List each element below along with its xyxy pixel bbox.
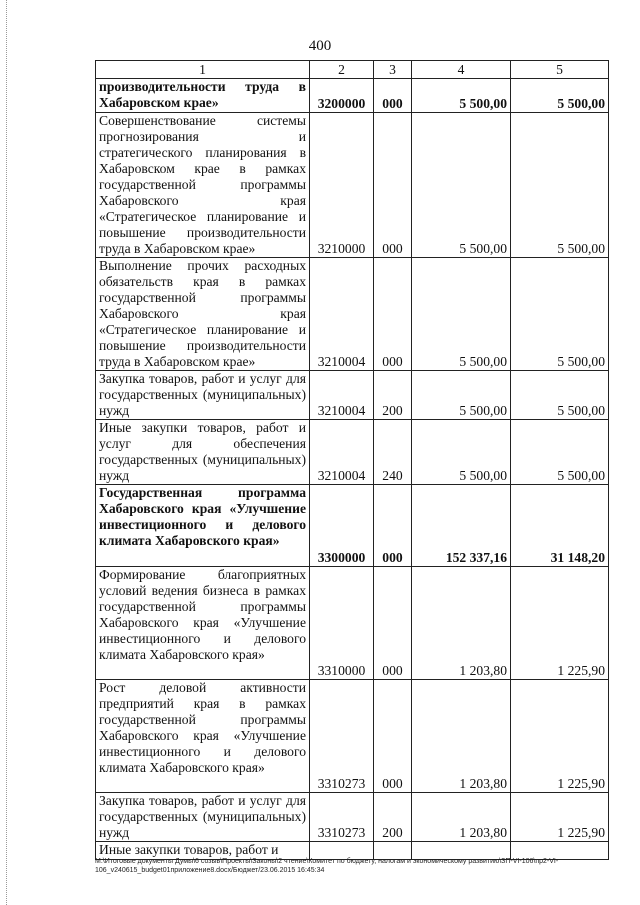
- row-code-cell: 3310273: [310, 793, 374, 842]
- table-row: [96, 258, 609, 371]
- row-type-cell: 000: [374, 113, 412, 258]
- table-row: [96, 680, 609, 793]
- row-code-cell: 3310000: [310, 567, 374, 680]
- row-value-col4-cell: 1 203,80: [412, 680, 511, 793]
- row-value-col4-cell: 5 500,00: [412, 113, 511, 258]
- row-value-col5-cell: 5 500,00: [511, 113, 609, 258]
- footer-path-line-2: 106_v240615_budget01приложение8.docx/Бюджет/23.06.2015 16:45:34: [95, 867, 325, 874]
- column-header-1: 1: [96, 61, 310, 79]
- row-value-col5-cell: 31 148,20: [511, 485, 609, 567]
- table-row: [96, 485, 609, 567]
- page-number: 400: [308, 38, 332, 54]
- row-code-cell: 3210004: [310, 371, 374, 420]
- table-row: [96, 79, 609, 113]
- row-value-col4-cell: 5 500,00: [412, 420, 511, 485]
- row-value-col4-cell: 5 500,00: [412, 79, 511, 113]
- row-type-cell: 000: [374, 79, 412, 113]
- table-row: [96, 371, 609, 420]
- row-value-col5-cell: 1 225,90: [511, 680, 609, 793]
- table-row: [96, 420, 609, 485]
- row-code-cell: 3210000: [310, 113, 374, 258]
- row-value-col4-cell: 1 203,80: [412, 793, 511, 842]
- row-value-col4-cell: 5 500,00: [412, 258, 511, 371]
- row-name-cell: производительности труда в Хабаровском крае»: [96, 79, 310, 113]
- row-value-col5-cell: 1 225,90: [511, 793, 609, 842]
- row-name-cell: Иные закупки товаров, работ и услуг для обеспечения государственных (муниципальных) нужд: [96, 420, 310, 485]
- row-value-col5-cell: 5 500,00: [511, 258, 609, 371]
- row-name-cell: Иные закупки товаров, работ и: [96, 842, 310, 860]
- row-value-col5-cell: 5 500,00: [511, 420, 609, 485]
- row-type-cell: 000: [374, 258, 412, 371]
- row-type-cell: 200: [374, 371, 412, 420]
- row-type-cell: 000: [374, 485, 412, 567]
- row-value-col5-cell: 5 500,00: [511, 371, 609, 420]
- row-name-cell: Выполнение прочих расходных обязательств края в рамках государственной программы Хабаровского края «Стратегическое планирование и повышение производительности труда в Хабаровском крае»: [96, 258, 310, 371]
- file-path-footer: [95, 857, 610, 875]
- column-header-4: 4: [412, 61, 511, 79]
- column-header-5: 5: [511, 61, 609, 79]
- row-name-cell: Закупка товаров, работ и услуг для государственных (муниципальных) нужд: [96, 793, 310, 842]
- row-code-cell: 3210004: [310, 420, 374, 485]
- footer-path-line-1: M:\Итоговые документы Думы\6 созыв\Проекты\Законы\2 чтение\Комитет по бюджету, налогам и экономическому развитию\ЗП-VI-106\пр2-VI-: [95, 858, 559, 865]
- row-code-cell: 3300000: [310, 485, 374, 567]
- row-type-cell: 000: [374, 680, 412, 793]
- row-code-cell: 3310273: [310, 680, 374, 793]
- row-name-cell: Рост деловой активности предприятий края в рамках государственной программы Хабаровского края «Улучшение инвестиционного и делового климата Хабаровского края»: [96, 680, 310, 793]
- row-value-col5-cell: 1 225,90: [511, 567, 609, 680]
- row-name-cell: Формирование благоприятных условий ведения бизнеса в рамках государственной программы Хабаровского края «Улучшение инвестиционного и делового климата Хабаровского края»: [96, 567, 310, 680]
- row-code-cell: 3210004: [310, 258, 374, 371]
- budget-table: [95, 60, 609, 860]
- header-row: [96, 61, 609, 79]
- row-value-col4-cell: 5 500,00: [412, 371, 511, 420]
- row-name-cell: Государственная программа Хабаровского края «Улучшение инвестиционного и делового климата Хабаровского края»: [96, 485, 310, 567]
- row-name-cell: Закупка товаров, работ и услуг для государственных (муниципальных) нужд: [96, 371, 310, 420]
- column-header-2: 2: [310, 61, 374, 79]
- row-type-cell: 200: [374, 793, 412, 842]
- row-value-col4-cell: 152 337,16: [412, 485, 511, 567]
- row-name-cell: Совершенствование системы прогнозирования и стратегического планирования в Хабаровском крае в рамках государственной программы Хабаровского края «Стратегическое планирование и повышение производительности труда в Хабаровском крае»: [96, 113, 310, 258]
- table-row: [96, 793, 609, 842]
- row-value-col4-cell: 1 203,80: [412, 567, 511, 680]
- table-row: [96, 113, 609, 258]
- column-header-3: 3: [374, 61, 412, 79]
- row-type-cell: 000: [374, 567, 412, 680]
- table-row: [96, 567, 609, 680]
- row-type-cell: 240: [374, 420, 412, 485]
- row-value-col5-cell: 5 500,00: [511, 79, 609, 113]
- row-code-cell: 3200000: [310, 79, 374, 113]
- left-margin-rule: [6, 0, 7, 905]
